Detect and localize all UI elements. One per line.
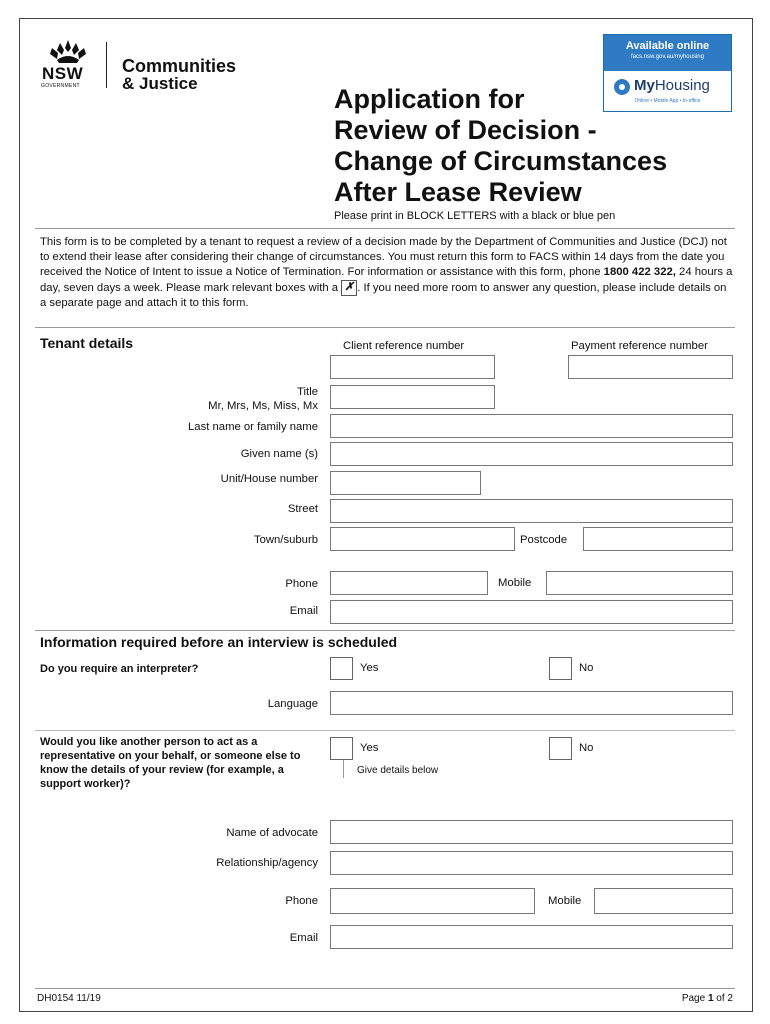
nsw-logo-text: NSW — [42, 64, 84, 83]
page-number: Page 1 of 2 — [681, 993, 733, 1004]
badge-url: facs.nsw.gov.au/myhousing — [631, 54, 704, 60]
representative-yes-checkbox[interactable] — [330, 737, 353, 760]
phone-field[interactable] — [330, 571, 488, 595]
relationship-label: Relationship/agency — [216, 857, 318, 869]
divider — [35, 228, 735, 229]
town-label: Town/suburb — [253, 534, 318, 546]
interpreter-yes-checkbox[interactable] — [330, 657, 353, 680]
representative-question: Would you like another person to act as a representative on your behalf, or someone else to know the details of your review (for example, a support worker)? — [40, 736, 301, 790]
phone-label: Phone — [285, 578, 318, 590]
logo-divider — [106, 42, 107, 88]
government-logo-text: GOVERNMENT — [41, 83, 80, 89]
interview-heading: Information required before an interview is scheduled — [40, 634, 398, 650]
myhousing-logo-text: MyHousing — [634, 77, 710, 94]
badge-header — [604, 35, 731, 71]
brand-justice: & Justice — [122, 74, 198, 93]
street-label: Street — [287, 503, 318, 515]
given-name-label: Given name (s) — [240, 448, 318, 460]
footer-divider — [35, 988, 735, 989]
form-title: Application for Review of Decision - Change of Circumstances After Lease Review — [334, 84, 668, 207]
postcode-field[interactable] — [583, 527, 733, 551]
badge-available-online: Available online — [625, 40, 710, 52]
title-options-label: Mr, Mrs, Ms, Miss, Mx — [208, 400, 318, 412]
form-code: DH0154 11/19 — [37, 993, 101, 1004]
representative-no-checkbox[interactable] — [549, 737, 572, 760]
brand-communities: Communities — [122, 56, 237, 76]
mobile-field[interactable] — [546, 571, 733, 595]
postcode-label: Postcode — [520, 534, 568, 546]
language-field[interactable] — [330, 691, 733, 715]
divider — [35, 730, 735, 731]
mobile-label: Mobile — [498, 577, 532, 589]
intro-paragraph: This form is to be completed by a tenant to request a review of a decision made by the Department of Communities and Justice (DCJ) not to extend their lease after considering their change of circumstances. You must return this form to FACS within 14 days from the date you received the Notice of Intent to issue a Notice of Termination. For information or assistance with this form, phone 1800 422 322, 24 hours a day, seven days a week. Please mark relevant boxes with a ✗ . If you need more room to answer any question, please include details on a separate page and attach it to this form. — [40, 236, 733, 309]
badge-channels: Online • Mobile App • In-office — [634, 98, 701, 104]
form-instruction: Please print in BLOCK LETTERS with a black or blue pen — [334, 210, 616, 222]
interpreter-no-label: No — [579, 662, 594, 674]
title-field[interactable] — [330, 385, 495, 409]
details-connector — [343, 760, 344, 778]
last-name-field[interactable] — [330, 414, 733, 438]
language-label: Language — [267, 698, 318, 710]
email-label: Email — [289, 605, 318, 617]
give-details-note: Give details below — [357, 765, 439, 776]
unit-field[interactable] — [330, 471, 481, 495]
interpreter-no-checkbox[interactable] — [549, 657, 572, 680]
given-name-field[interactable] — [330, 442, 733, 466]
relationship-field[interactable] — [330, 851, 733, 875]
interpreter-yes-label: Yes — [360, 662, 379, 674]
payment-ref-label: Payment reference number — [571, 340, 708, 352]
unit-label: Unit/House number — [220, 473, 318, 485]
advocate-phone-label: Phone — [285, 895, 318, 907]
representative-no-label: No — [579, 742, 594, 754]
payment-ref-field[interactable] — [568, 355, 733, 379]
last-name-label: Last name or family name — [188, 421, 318, 433]
representative-yes-label: Yes — [360, 742, 379, 754]
advocate-mobile-field[interactable] — [594, 888, 733, 914]
checkbox-example-icon: ✗ — [341, 280, 357, 296]
advocate-email-label: Email — [289, 932, 318, 944]
client-ref-field[interactable] — [330, 355, 495, 379]
client-ref-label: Client reference number — [343, 340, 465, 352]
tenant-details-heading: Tenant details — [40, 335, 134, 351]
advocate-email-field[interactable] — [330, 925, 733, 949]
divider — [35, 630, 735, 631]
advocate-phone-field[interactable] — [330, 888, 535, 914]
divider — [35, 327, 735, 328]
title-label: Title — [297, 386, 318, 398]
street-field[interactable] — [330, 499, 733, 523]
interpreter-question: Do you require an interpreter? — [40, 663, 199, 675]
town-field[interactable] — [330, 527, 515, 551]
advocate-name-label: Name of advocate — [226, 827, 318, 839]
email-field[interactable] — [330, 600, 733, 624]
advocate-mobile-label: Mobile — [548, 895, 582, 907]
advocate-name-field[interactable] — [330, 820, 733, 844]
